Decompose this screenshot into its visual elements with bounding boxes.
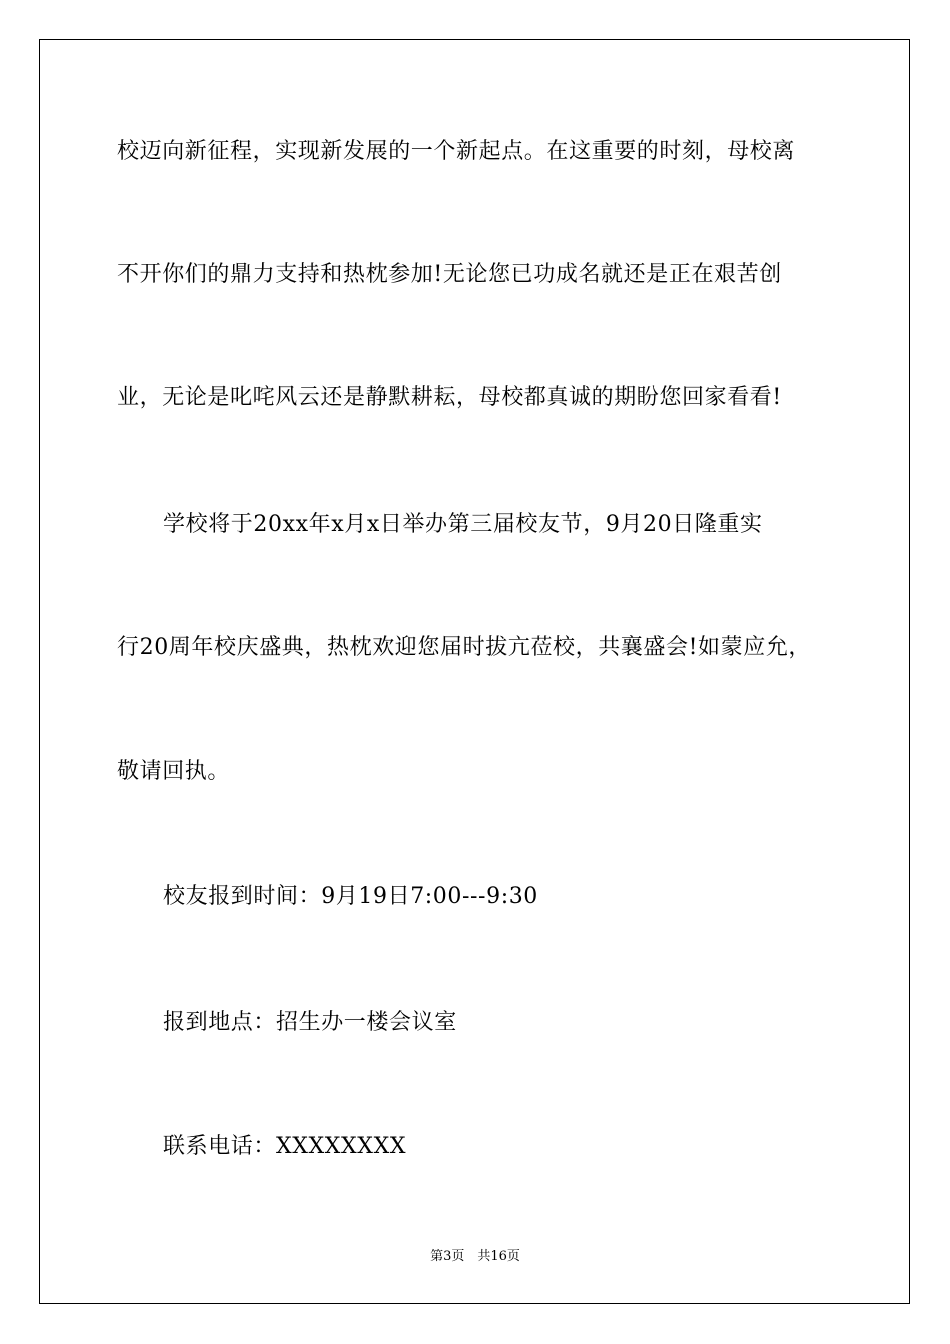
registration-time: 校友报到时间：9月19日7:00---9:30 bbox=[163, 884, 538, 909]
contact-phone: 联系电话：XXXXXXXX bbox=[163, 1134, 407, 1159]
paragraph-line-5: 行20周年校庆盛典，热枕欢迎您届时拔亢莅校，共襄盛会!如蒙应允， bbox=[117, 635, 812, 660]
page-border bbox=[39, 39, 910, 1304]
paragraph-line-4: 学校将于20xx年x月x日举办第三届校友节，9月20日隆重实 bbox=[163, 512, 763, 537]
paragraph-line-1: 校迈向新征程，实现新发展的一个新起点。在这重要的时刻，母校离 bbox=[117, 139, 796, 164]
paragraph-line-6: 敬请回执。 bbox=[117, 759, 231, 784]
paragraph-line-2: 不开你们的鼎力支持和热枕参加!无论您已功成名就还是正在艰苦创 bbox=[117, 262, 782, 287]
registration-location: 报到地点：招生办一楼会议室 bbox=[163, 1010, 457, 1035]
paragraph-line-3: 业，无论是叱咤风云还是静默耕耘，母校都真诚的期盼您回家看看! bbox=[117, 385, 782, 410]
page-number-footer: 第3页 共16页 bbox=[430, 1249, 520, 1264]
